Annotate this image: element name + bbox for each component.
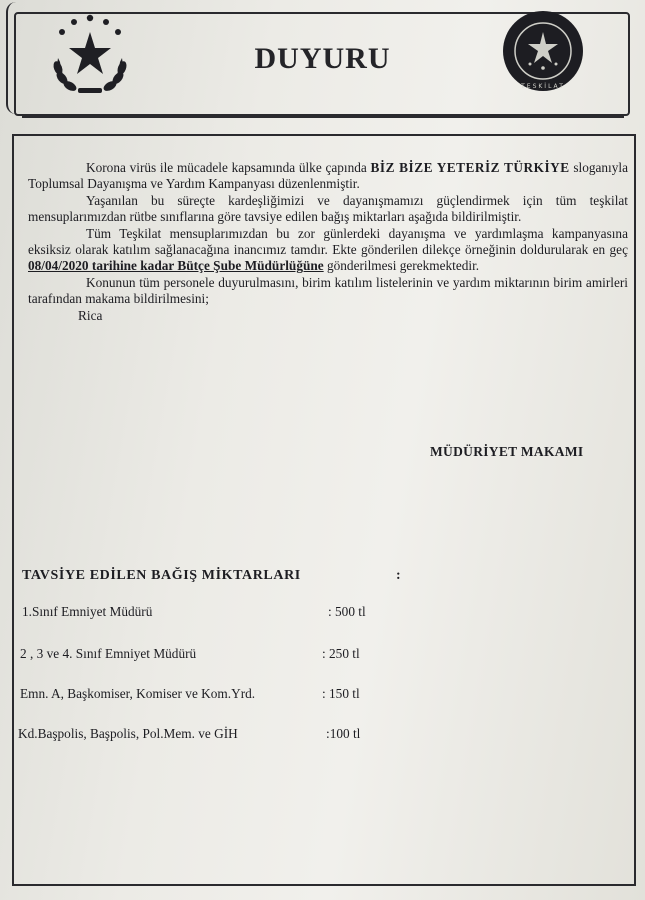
signature-block: MÜDÜRİYET MAKAMI xyxy=(430,444,584,459)
announcement-title: DUYURU xyxy=(254,42,391,75)
svg-text:TESKİLAT: TESKİLAT xyxy=(521,83,565,90)
rank-label: 1.Sınıf Emniyet Müdürü xyxy=(22,604,153,619)
paragraph-3: Tüm Teşkilat mensuplarımızdan bu zor günlerdeki dayanışma ve yardımlaşma kampanyasına eksiksiz olarak katılım sağlanacağına inancımız tamdır. Ekte gönderilen dilekçe örneğinin doldurularak en geç 08/04/2020 tarihine kadar Bütçe Şube Müdürlüğüne gönderilmesi gerekmektedir. xyxy=(28,225,628,274)
closing-request: Rica xyxy=(78,307,103,323)
donation-amount: : 250 tl xyxy=(322,646,360,661)
donation-table-colon: : xyxy=(396,568,401,583)
paragraph-4: Konunun tüm personele duyurulmasını, birim katılım listelerinin ve yardım miktarının birim amirleri tarafından makama bildirilmesini; xyxy=(28,274,628,307)
police-seal-icon xyxy=(500,8,586,94)
donation-table-title: TAVSİYE EDİLEN BAĞIŞ MİKTARLARI xyxy=(22,568,301,583)
donation-amount: :100 tl xyxy=(326,726,361,741)
rank-label: Kd.Başpolis, Başpolis, Pol.Mem. ve GİH xyxy=(18,726,238,741)
donation-amount: : 150 tl xyxy=(322,686,360,701)
paragraph-1: Korona virüs ile mücadele kapsamında ülke çapında BİZ BİZE YETERİZ TÜRKİYE sloganıyla Toplumsal Dayanışma ve Yardım Kampanyası düzenlenmiştir. xyxy=(28,160,628,192)
announcement-body xyxy=(28,160,628,324)
banner-bottom-line xyxy=(22,116,624,118)
donation-amount: : 500 tl xyxy=(328,604,366,619)
paragraph-2: Yaşanılan bu süreçte kardeşliğimizi ve dayanışmamızı güçlendirmek için tüm teşkilat mensuplarımızdan rütbe sınıflarına göre tavsiye edilen bağış miktarları aşağıda bildirilmiştir. xyxy=(28,192,628,225)
rank-label: Emn. A, Başkomiser, Komiser ve Kom.Yrd. xyxy=(20,686,256,701)
rank-label: 2 , 3 ve 4. Sınıf Emniyet Müdürü xyxy=(20,646,197,661)
